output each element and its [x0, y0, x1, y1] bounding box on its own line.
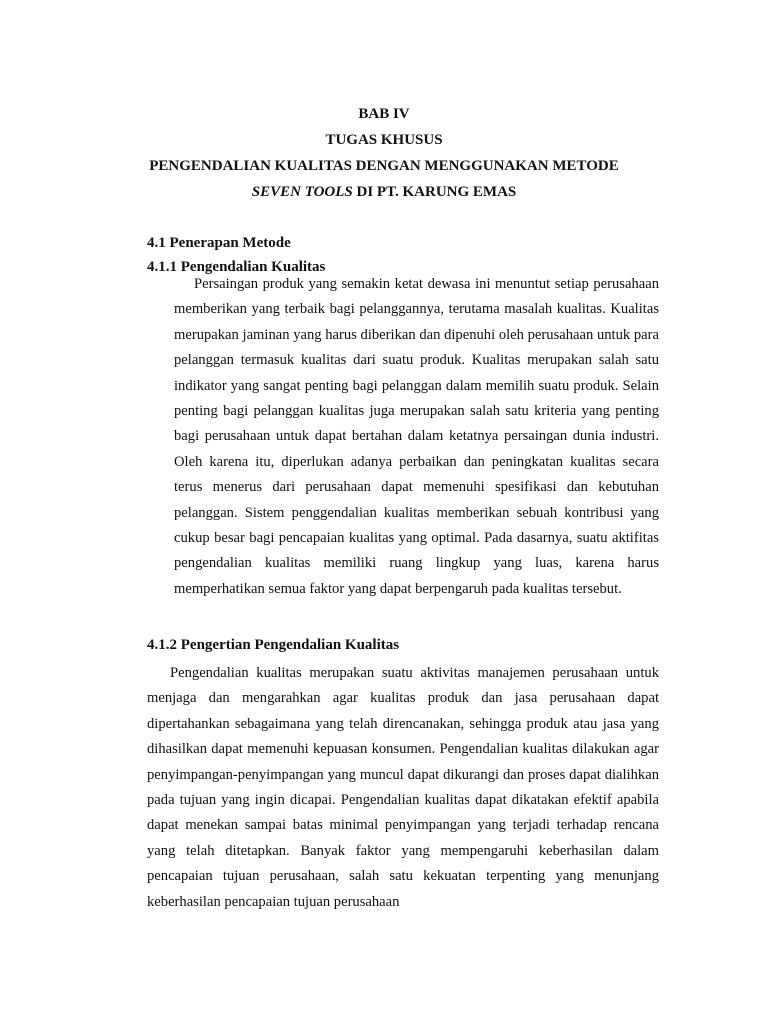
chapter-number: BAB IV	[358, 106, 410, 122]
chapter-title-line1: PENGENDALIAN KUALITAS DENGAN MENGGUNAKAN METODE	[149, 158, 619, 174]
section-heading-4-1: 4.1 Penerapan Metode	[147, 235, 291, 251]
chapter-subtitle: TUGAS KHUSUS	[325, 132, 443, 148]
section-heading-4-1-1: 4.1.1 Pengendalian Kualitas	[147, 259, 326, 275]
section-heading-4-1-2: 4.1.2 Pengertian Pengendalian Kualitas	[147, 637, 400, 653]
paragraph-4-1-1: Persaingan produk yang semakin ketat dewasa ini menuntut setiap perusahaan memberikan yang terbaik bagi pelanggannya, terutama masalah kualitas. Kualitas merupakan jaminan yang harus diberikan dan dipenuhi oleh perusahaan untuk para pelanggan termasuk kualitas dari suatu produk. Kualitas merupakan salah satu indikator yang sangat penting bagi pelanggan dalam memilih suatu produk. Selain penting bagi pelanggan kualitas juga merupakan salah satu kriteria yang penting bagi perusahaan untuk dapat bertahan dalam ketatnya persaingan dunia industri. Oleh karena itu, diperlukan adanya perbaikan dan peningkatan kualitas secara terus menerus dari perusahaan dapat memenuhi spesifikasi dan kebutuhan pelanggan. Sistem penggendalian kualitas memberikan sebuah kontribusi yang cukup besar bagi pencapaian kualitas yang optimal. Pada dasarnya, suatu aktifitas pengendalian kualitas memiliki ruang lingkup yang luas, karena harus memperhatikan semua faktor yang dapat berpengaruh pada kualitas tersebut.	[174, 276, 659, 597]
chapter-title-italic: SEVEN TOOLS	[251, 184, 353, 200]
chapter-heading	[0, 101, 768, 205]
chapter-title-line2	[0, 179, 768, 205]
chapter-title-rest: DI PT. KARUNG EMAS	[352, 184, 517, 200]
paragraph-4-1-2: Pengendalian kualitas merupakan suatu aktivitas manajemen perusahaan untuk menjaga dan mengarahkan agar kualitas produk dan jasa perusahaan dapat dipertahankan sebagaimana yang telah direncanakan, sehingga produk atau jasa yang dihasilkan dapat memenuhi kepuasan konsumen. Pengendalian kualitas dilakukan agar penyimpangan-penyimpangan yang muncul dapat dikurangi dan proses dapat dialihkan pada tujuan yang ingin dicapai. Pengendalian kualitas dapat dikatakan efektif apabila dapat menekan sampai batas minimal penyimpangan yang terjadi terhadap rencana yang telah ditetapkan. Banyak faktor yang mempengaruhi keberhasilan dalam pencapaian tujuan perusahaan, salah satu kekuatan terpenting yang menunjang keberhasilan pencapaian tujuan perusahaan	[147, 665, 659, 910]
